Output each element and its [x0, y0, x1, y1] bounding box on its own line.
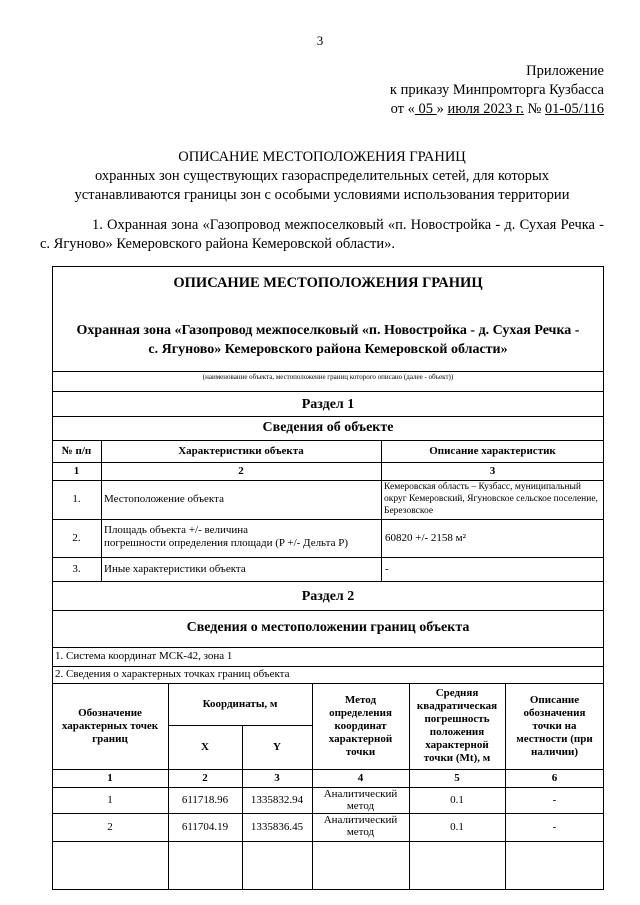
s2-colnum: 3 — [274, 771, 280, 784]
s2-row-y: 1335836.45 — [250, 820, 304, 833]
divider — [52, 371, 604, 372]
s1-row-value: - — [385, 562, 389, 575]
s2-row-desc: - — [552, 793, 557, 806]
object-name-line2: с. Ягуново» Кемеровского района Кемеровской области» — [148, 342, 508, 357]
appendix-num-label: № — [523, 101, 545, 117]
s1-row-num: 3. — [72, 562, 81, 575]
form-title: ОПИСАНИЕ МЕСТОПОЛОЖЕНИЯ ГРАНИЦ — [173, 275, 483, 291]
s2-row-error: 0.1 — [450, 793, 464, 806]
s1-colnum: 3 — [489, 464, 496, 477]
s2-header-coords: Координаты, м — [202, 697, 278, 710]
appendix-month: июля — [447, 101, 480, 117]
s1-row-name: Местоположение объекта — [104, 493, 224, 505]
table-gridline — [52, 581, 604, 582]
appendix-line3 — [390, 100, 604, 119]
appendix-mid: » — [436, 101, 448, 117]
appendix-number: 01-05/116 — [544, 101, 604, 117]
s2-row-error: 0.1 — [450, 820, 464, 833]
appendix-line1: Приложение — [526, 63, 604, 79]
s1-row-value: Кемеровская область – Кузбасс, муниципальный округ Кемеровский, Ягуновское сельское поселение, Березовское — [384, 482, 598, 516]
s2-header-desc: Описание обозначения точки на местности (при наличии) — [516, 693, 593, 758]
appendix-year: 2023 г. — [479, 101, 524, 117]
points-caption: 2. Сведения о характерных точках границ объекта — [55, 668, 290, 680]
object-name — [56, 321, 600, 359]
s2-row-point: 1 — [107, 793, 113, 806]
s2-row-y: 1335832.94 — [250, 793, 304, 806]
section2-title: Сведения о местоположении границ объекта — [186, 620, 470, 635]
s1-row-num: 2. — [72, 531, 81, 544]
page-number: 3 — [316, 33, 324, 48]
s2-row-x: 611704.19 — [181, 820, 229, 833]
s2-header-point: Обозначение характерных точек границ — [61, 706, 159, 745]
s1-row-num: 1. — [72, 493, 81, 505]
s2-header-y: Y — [273, 740, 281, 753]
divider — [52, 416, 604, 417]
s2-colnum: 2 — [202, 771, 208, 784]
s1-row-name — [104, 524, 379, 554]
object-caption: (наименование объекта, местоположение границ которого описано (далее - объект)) — [202, 373, 454, 381]
heading-title: ОПИСАНИЕ МЕСТОПОЛОЖЕНИЯ ГРАНИЦ — [178, 149, 466, 165]
table-gridline — [52, 841, 604, 842]
divider — [52, 391, 604, 392]
s2-row-x: 611718.96 — [181, 793, 229, 806]
appendix-block — [390, 62, 604, 119]
intro-paragraph: 1. Охранная зона «Газопровод межпоселковый «п. Новостройка - д. Сухая Речка - с. Ягуново» Кемеровского района Кемеровской области». — [40, 217, 604, 252]
s1-header-desc: Описание характеристик — [429, 444, 556, 457]
document-heading — [40, 148, 604, 205]
s2-row-desc: - — [552, 820, 557, 833]
heading-sub2: устанавливаются границы зон с особыми условиями использования территории — [74, 187, 570, 203]
s2-colnum: 5 — [454, 771, 460, 784]
s1-row-name-line2: погрешности определения площади (P +/- Дельта P) — [104, 537, 349, 549]
section2-label: Раздел 2 — [301, 589, 355, 604]
s2-colnum: 6 — [551, 771, 558, 784]
s2-header-method: Метод определения координат характерной точки — [328, 693, 393, 758]
s1-header-num: № п/п — [61, 444, 92, 457]
object-name-line1: Охранная зона «Газопровод межпоселковый «п. Новостройка - д. Сухая Речка - — [76, 323, 580, 338]
divider — [52, 610, 604, 611]
appendix-line2: к приказу Минпромторга Кузбасса — [389, 82, 604, 98]
appendix-day: 05 — [414, 101, 437, 117]
s2-colnum: 4 — [357, 771, 364, 784]
coord-system: 1. Система координат МСК-42, зона 1 — [55, 650, 233, 662]
s2-row-method: Аналитический метод — [323, 814, 398, 838]
s2-colnum: 1 — [107, 771, 113, 784]
appendix-from: от « — [390, 101, 415, 117]
s1-colnum: 1 — [73, 464, 80, 477]
s1-colnum: 2 — [238, 464, 244, 477]
s1-header-char: Характеристики объекта — [178, 444, 304, 457]
s1-row-value: 60820 +/- 2158 м² — [385, 531, 466, 544]
s2-header-x: X — [201, 740, 209, 753]
heading-sub1: охранных зон существующих газораспределительных сетей, для которых — [95, 168, 549, 184]
section1-label: Раздел 1 — [301, 397, 355, 412]
section1-title: Сведения об объекте — [262, 420, 394, 435]
s2-row-point: 2 — [107, 820, 113, 833]
s2-row-method: Аналитический метод — [323, 788, 398, 812]
s2-header-error: Средняя квадратическая погрешность положения характерной точки (Mt), м — [416, 687, 498, 764]
s1-row-name: Иные характеристики объекта — [104, 562, 246, 575]
s1-row-name-line1: Площадь объекта +/- величина — [104, 524, 249, 536]
